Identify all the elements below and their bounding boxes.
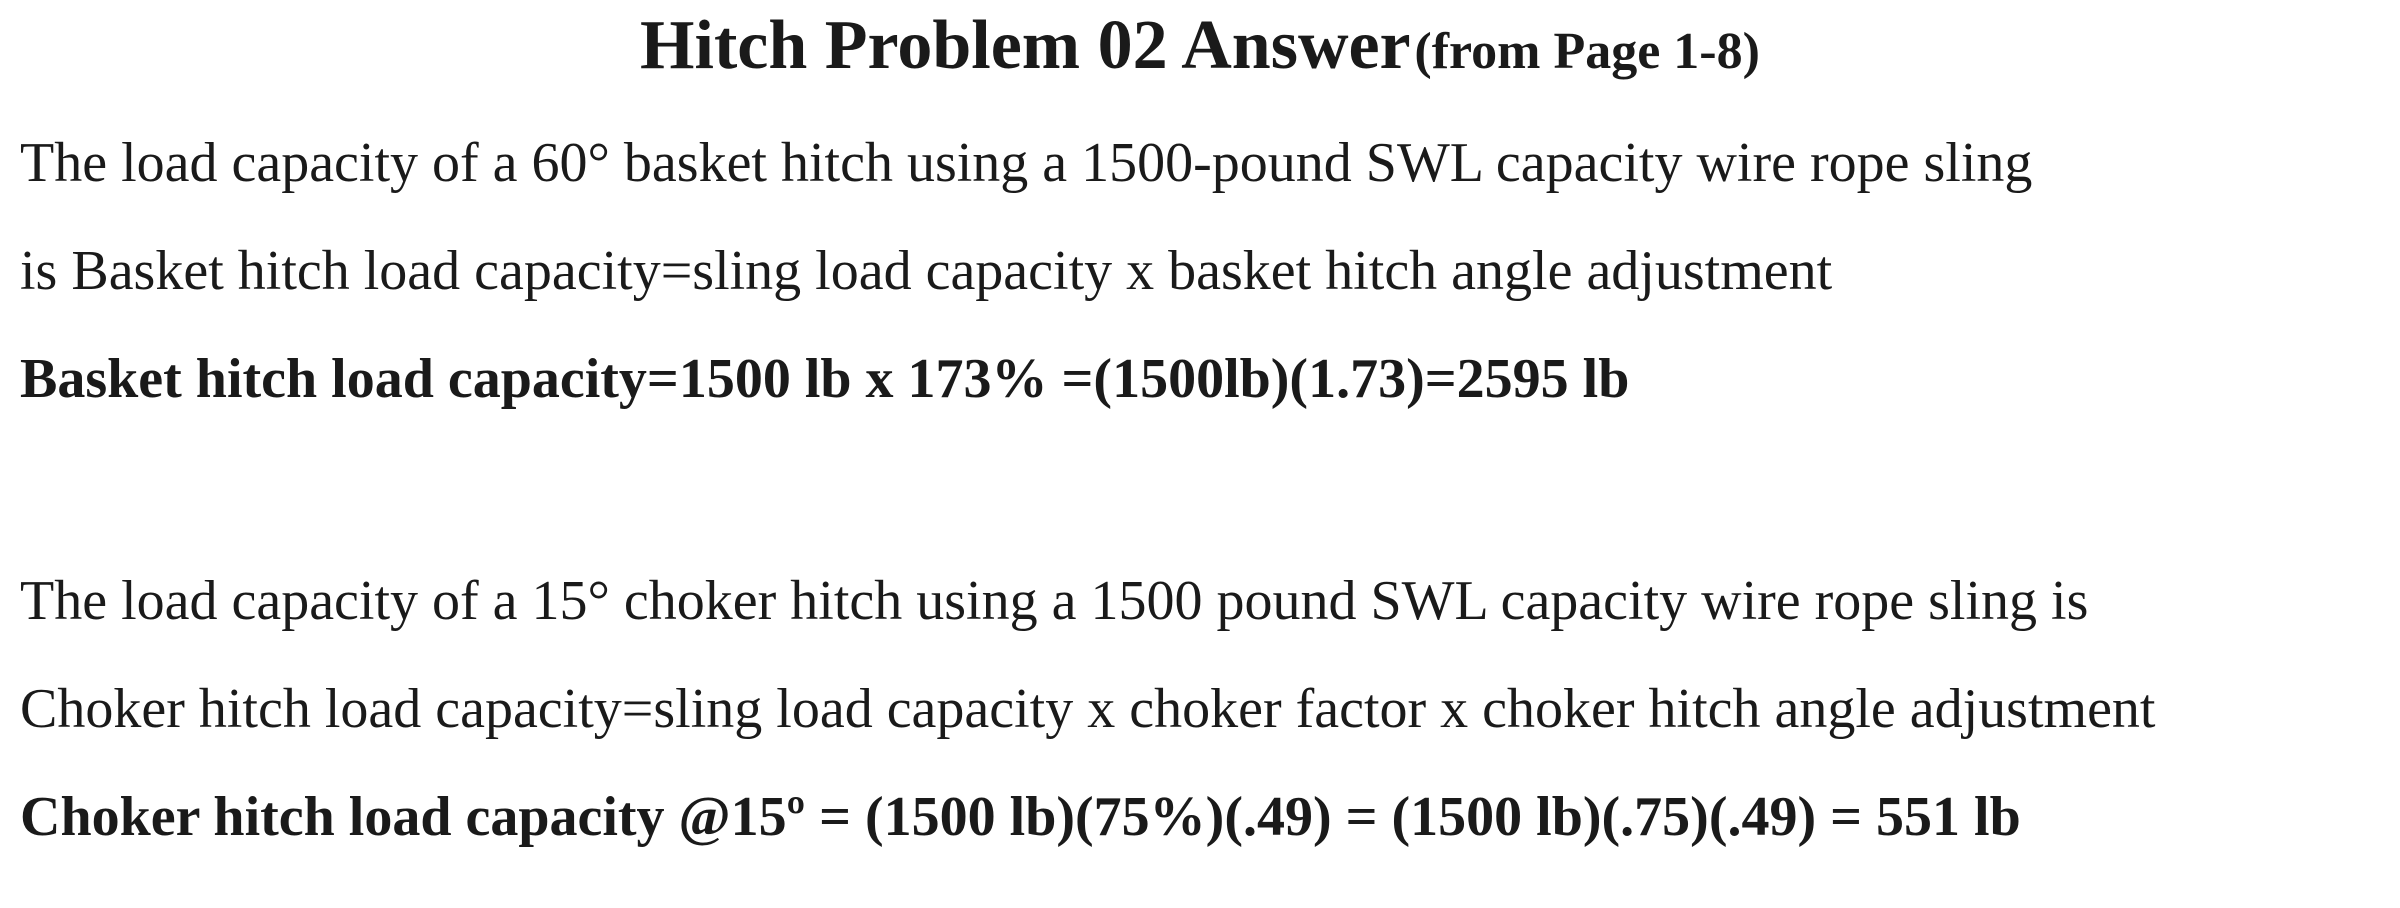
page-title bbox=[0, 6, 2400, 102]
title-main: Hitch Problem 02 Answer bbox=[640, 7, 1410, 84]
choker-problem-text-line-1: The load capacity of a 15° choker hitch using a 1500 pound SWL capacity wire rope sling is bbox=[20, 570, 2089, 632]
basket-result-equation: Basket hitch load capacity=1500 lb x 173% =(1500lb)(1.73)=2595 lb bbox=[20, 348, 1630, 410]
basket-problem-text-line-2: is Basket hitch load capacity=sling load capacity x basket hitch angle adjustment bbox=[20, 240, 1833, 302]
basket-problem-text-line-1: The load capacity of a 60° basket hitch using a 1500-pound SWL capacity wire rope sling bbox=[20, 132, 2033, 194]
choker-result-equation: Choker hitch load capacity @15º = (1500 lb)(75%)(.49) = (1500 lb)(.75)(.49) = 551 lb bbox=[20, 786, 2021, 848]
title-subtitle: (from Page 1-8) bbox=[1414, 23, 1760, 80]
choker-problem-text-line-2: Choker hitch load capacity=sling load capacity x choker factor x choker hitch angle adjustment bbox=[20, 678, 2156, 740]
